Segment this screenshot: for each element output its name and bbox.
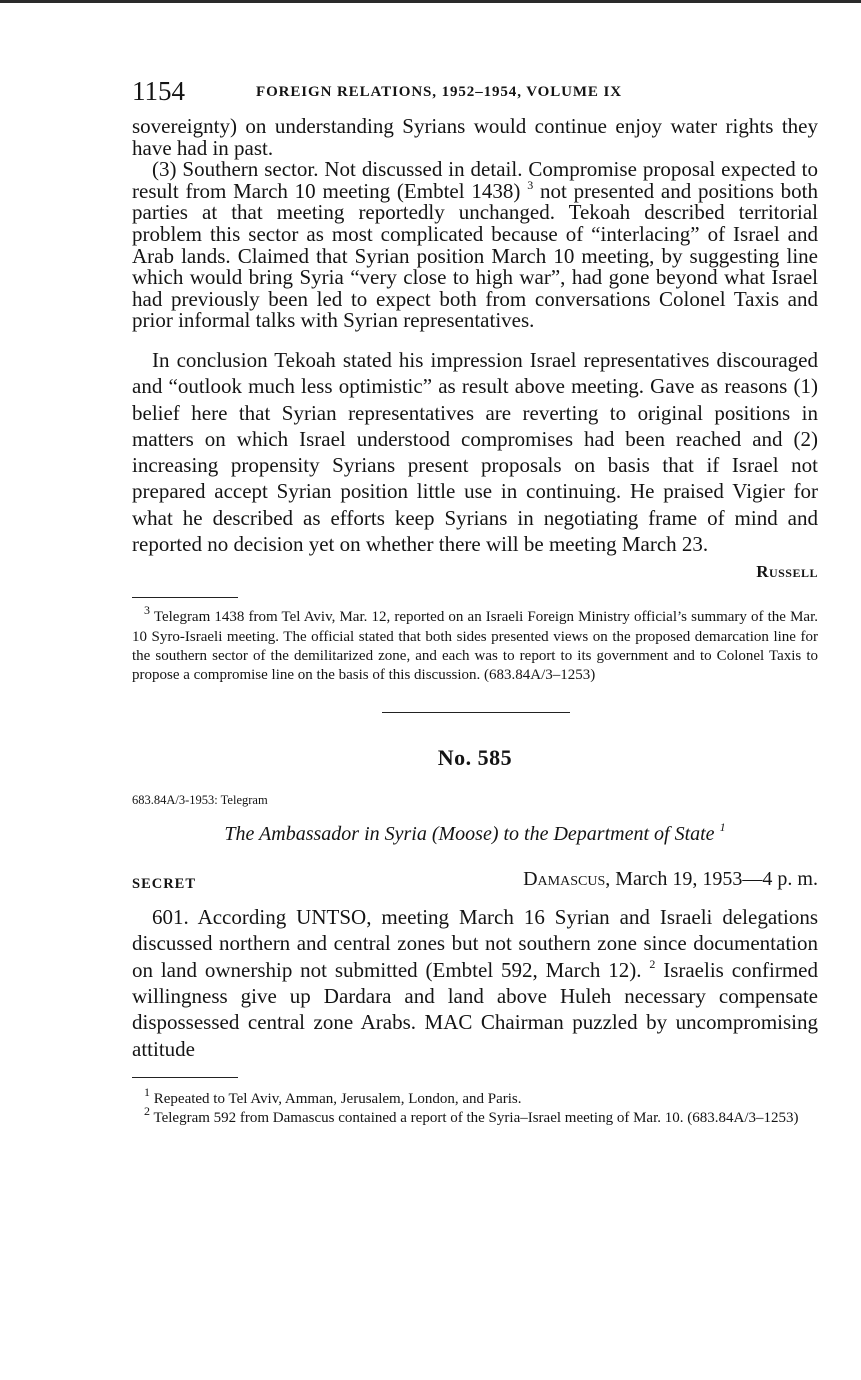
footnote-3 [132, 603, 818, 685]
footnote-rule [132, 597, 238, 598]
document-title [132, 820, 818, 846]
telegram-text-b: Israelis confirmed willingness give up Dardara and land above Huleh necessary compensate dispossessed central zone Arabs. MAC Chairman puzzled by uncompromising attitude [132, 957, 818, 1061]
footnote-block-top [132, 603, 818, 685]
top-border-line [0, 0, 861, 3]
dateline [523, 868, 818, 891]
footnote-rule-bottom [132, 1077, 238, 1078]
document-page [132, 70, 818, 1128]
classification-label: SECRET [132, 876, 197, 893]
footnote-2-text: Telegram 592 from Damascus contained a report of the Syria–Israel meeting of Mar. 10. (683.84A/3–1253) [153, 1110, 799, 1127]
signature: Russell [756, 562, 818, 582]
footnote-ref-1[interactable]: 1 [719, 820, 726, 835]
continued-text [132, 116, 818, 332]
paragraph-conclusion: In conclusion Tekoah stated his impression Israel representatives discouraged and “outlook much less optimistic” as result above meeting. Gave as reasons (1) belief here that Syrian representatives are reverting to original positions in matters on which Israel understood compromises had been reached and (2) increasing propensity Syrians present proposals on basis that if Israel not prepared accept Syrian position little use in continuing. He praised Vigier for what he described as efforts keep Syrians in negotiating frame of mind and reported no decision yet on whether there will be meeting March 23. [132, 347, 818, 557]
telegram-text-a: 601. According UNTSO, meeting March 16 Syrian and Israeli delegations discussed northern and central zones but not southern zone since documentation on land ownership not submitted (Embtel 592, March 12). [132, 905, 818, 982]
telegram-text [132, 904, 818, 1062]
footnote-2-marker: 2 [144, 1103, 150, 1118]
paragraph-southern-sector [132, 159, 818, 332]
classification-line [132, 868, 818, 896]
paragraph-telegram-601 [132, 904, 818, 1062]
footnote-3-marker: 3 [144, 603, 150, 618]
document-number: No. 585 [437, 745, 513, 771]
southern-sector-text-b: not presented and positions both parties at that meeting reportedly unchanged. Tekoah described territorial problem this sector as most complicated because of “interlacing” of Israel and Arab lands. Claimed that Syrian position March 10 meeting, by suggesting line which would bring Syria “very close to high war”, had gone beyond what Israel had previously been led to expect both from conversations Colonel Taxis and prior informal talks with Syrian representatives. [132, 178, 819, 333]
footnote-1-marker: 1 [144, 1084, 150, 1099]
document-title-text: The Ambassador in Syria (Moose) to the Department of State [224, 823, 715, 846]
dateline-date: , March 19, 1953—4 p. m. [605, 868, 818, 891]
page-header [132, 70, 818, 116]
paragraph-continuation: sovereignty) on understanding Syrians would continue enjoy water rights they have had in past. [132, 114, 818, 160]
footnote-block-bottom [132, 1084, 818, 1128]
section-separator [382, 712, 570, 713]
file-reference: 683.84A/3-1953: Telegram [132, 793, 268, 808]
page-number: 1154 [132, 76, 185, 106]
running-head: FOREIGN RELATIONS, 1952–1954, VOLUME IX [256, 84, 622, 100]
footnote-1 [132, 1084, 818, 1109]
footnote-ref-2[interactable]: 2 [649, 956, 656, 971]
footnote-1-text: Repeated to Tel Aviv, Amman, Jerusalem, London, and Paris. [153, 1090, 522, 1107]
footnote-ref-3[interactable]: 3 [527, 177, 534, 192]
dateline-place: Damascus [523, 868, 606, 891]
footnote-3-text: Telegram 1438 from Tel Aviv, Mar. 12, reported on an Israeli Foreign Ministry official’s summary of the Mar. 10 Syro-Israeli meeting. The official stated that both sides presented views on the proposed demarcation line for the southern sector of the demilitarized zone, and each was to report to its government and to Colonel Taxis to propose a compromise line on the basis of this discussion. (683.84A/3–1253) [132, 609, 818, 683]
footnote-2 [132, 1103, 818, 1128]
conclusion-text [132, 347, 818, 557]
southern-sector-text-a: (3) Southern sector. Not discussed in detail. Compromise proposal expected to result from March 10 meeting (Embtel 1438) [132, 157, 818, 203]
